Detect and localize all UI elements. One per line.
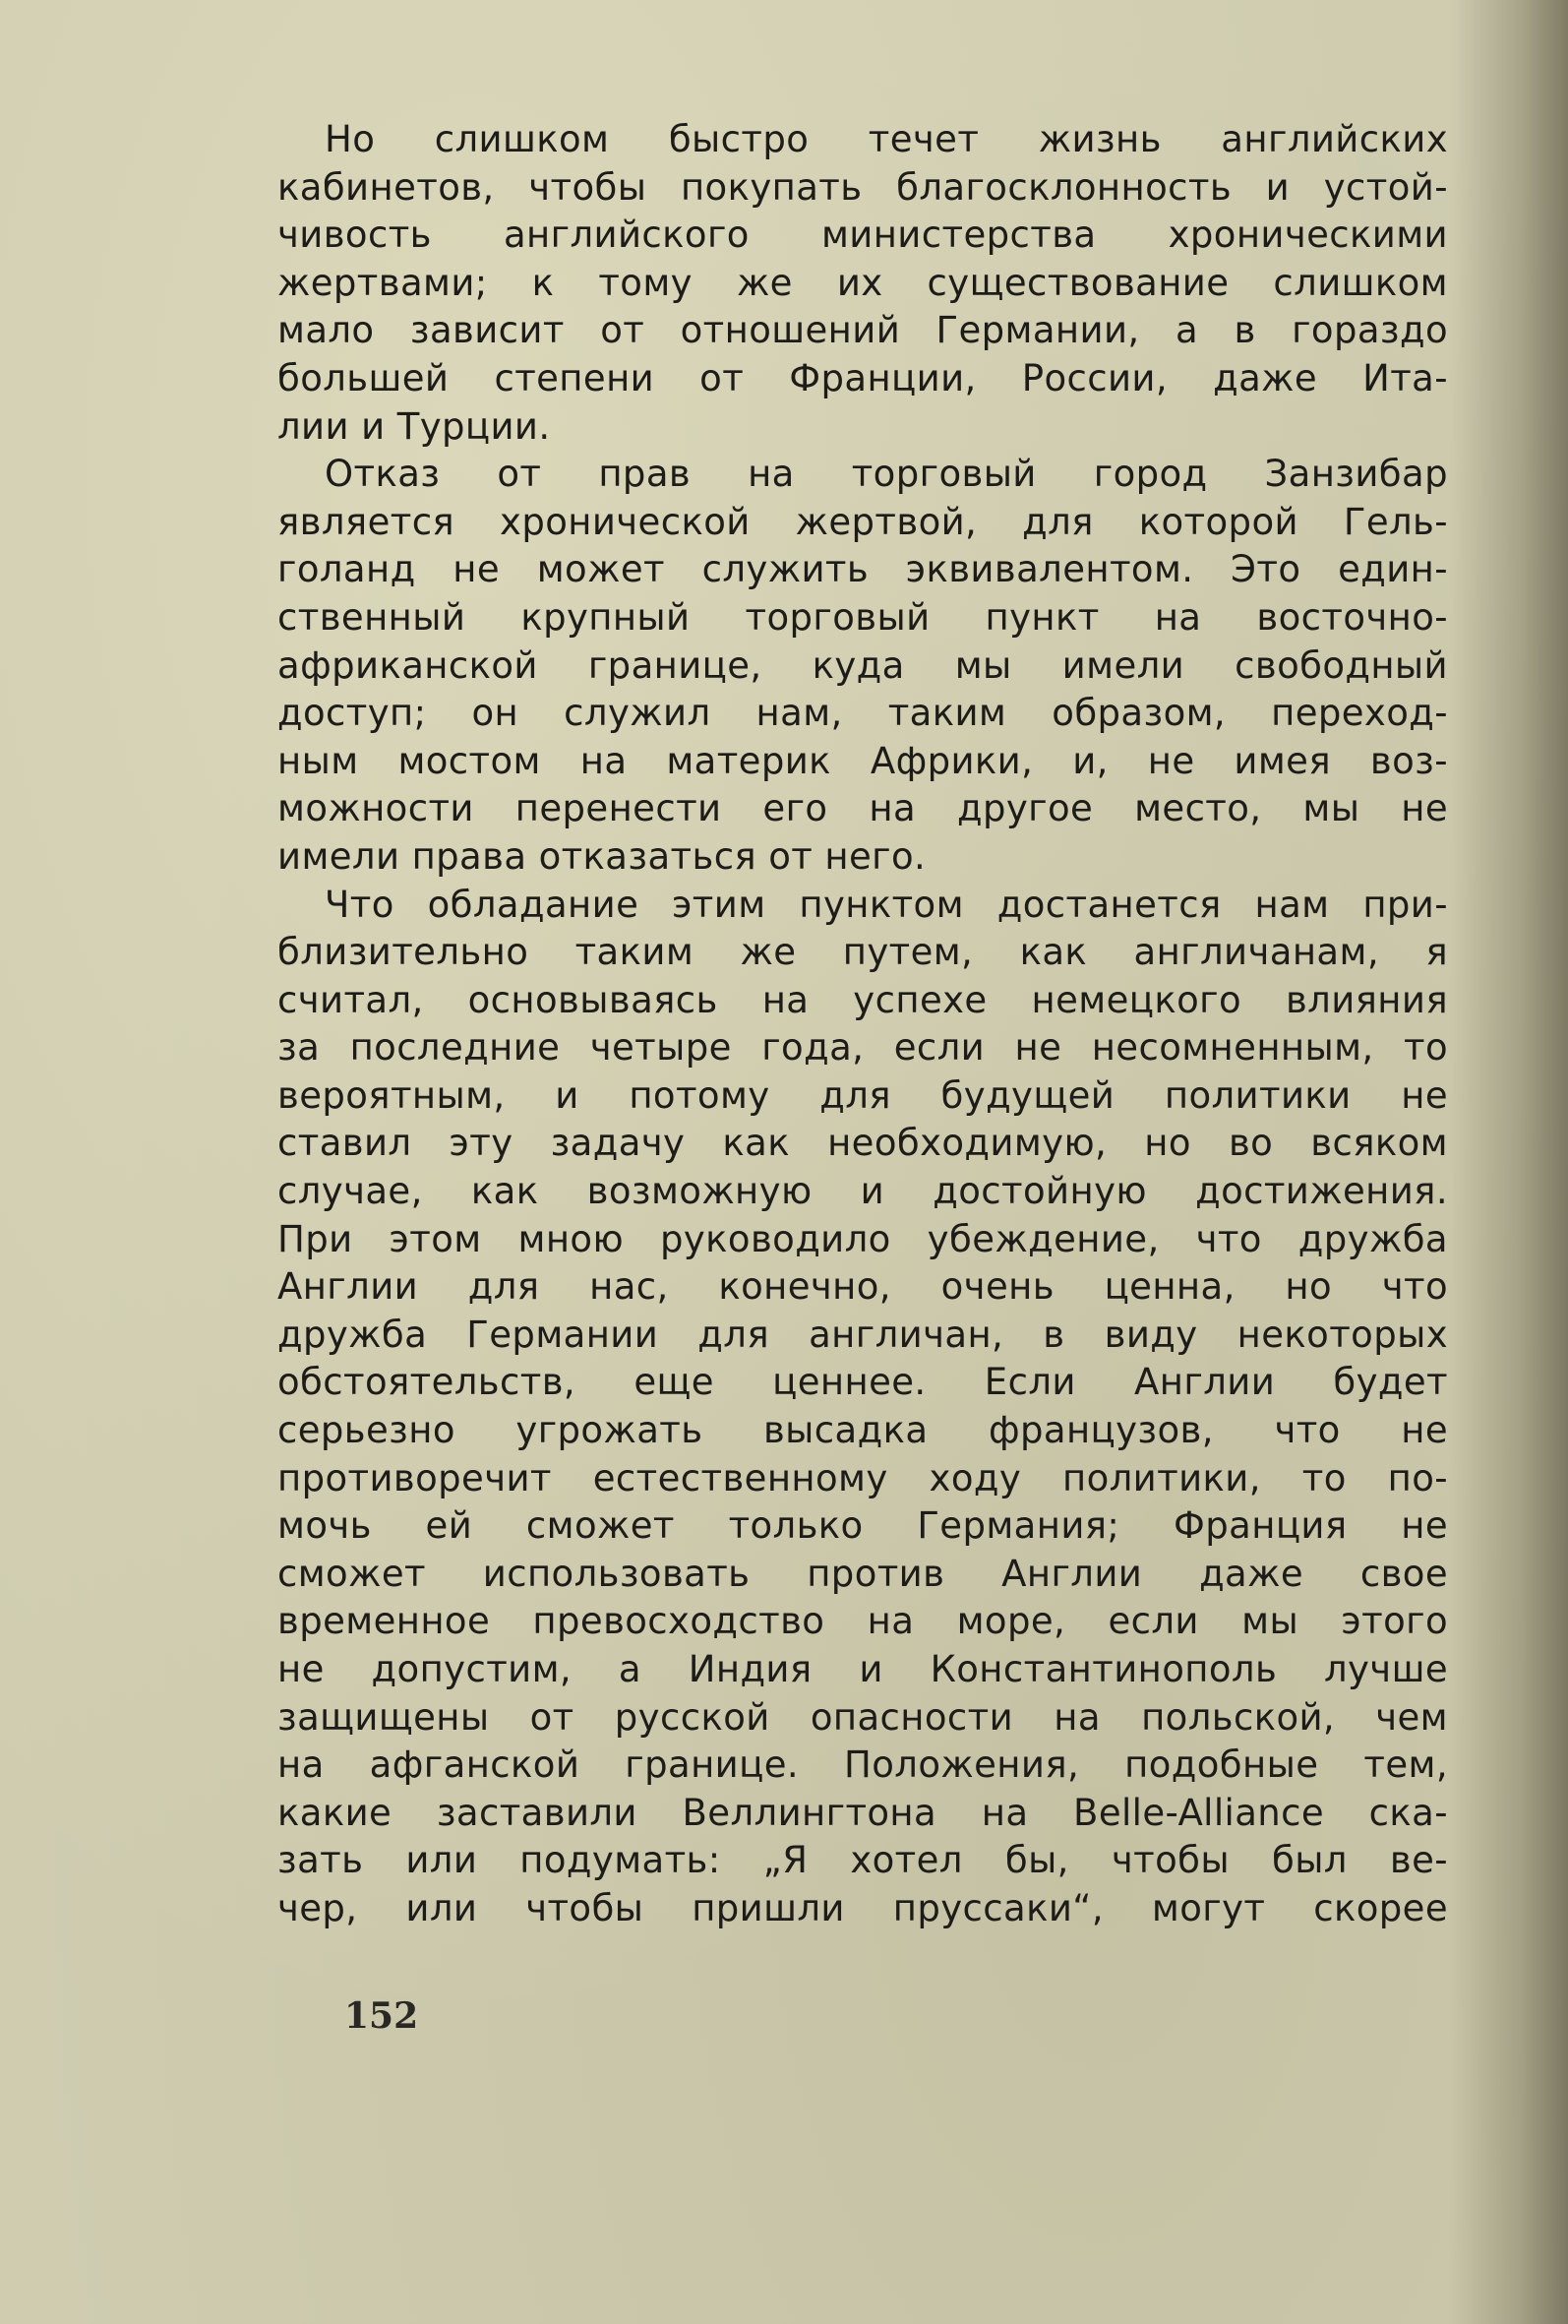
text-line: большей степени от Франции, России, даже Ита-	[277, 356, 1448, 399]
text-line: является хронической жертвой, для которой Гель-	[277, 500, 1448, 543]
spine-shadow	[1450, 0, 1568, 2324]
text-line: считал, основываясь на успехе немецкого влияния	[277, 978, 1448, 1021]
text-line: мало зависит от отношений Германии, а в гораздо	[277, 309, 1448, 352]
text-line: за последние четыре года, если не несомненным, то	[277, 1026, 1448, 1070]
text-line: доступ; он служил нам, таким образом, переход-	[277, 692, 1448, 735]
text-line: какие заставили Веллингтона на Belle-Alliance ска-	[277, 1791, 1448, 1834]
text-line: чивость английского министерства хроническими	[277, 214, 1448, 257]
text-line: имели права отказаться от него.	[277, 834, 927, 878]
text-line: голанд не может служить эквивалентом. Это един-	[277, 548, 1448, 591]
text-line: жертвами; к тому же их существование слишком	[277, 261, 1448, 304]
text-line: африканской границе, куда мы имели свободный	[277, 643, 1448, 687]
text-line: защищены от русской опасности на польской, чем	[277, 1695, 1448, 1739]
body-text	[277, 116, 1448, 1933]
text-line: чер, или чтобы пришли пруссаки“, могут скорее	[277, 1886, 1448, 1929]
paragraph-2	[277, 451, 1448, 881]
text-line: можности перенести его на другое место, мы не	[277, 787, 1448, 830]
text-line: Но слишком быстро течет жизнь английских	[325, 118, 1448, 160]
text-line: серьезно угрожать высадка французов, что не	[277, 1409, 1448, 1452]
text-line: ственный крупный торговый пункт на восточно-	[277, 595, 1448, 639]
text-line: При этом мною руководило убеждение, что дружба	[277, 1217, 1448, 1260]
text-line: не допустим, а Индия и Константинополь лучше	[277, 1648, 1448, 1690]
paragraph-3	[277, 882, 1448, 1933]
text-line: ставил эту задачу как необходимую, но во всяком	[277, 1122, 1448, 1165]
text-line: лии и Турции.	[277, 404, 551, 448]
text-line: на афганской границе. Положения, подобные тем,	[277, 1743, 1448, 1787]
text-line: дружба Германии для англичан, в виду некоторых	[277, 1313, 1448, 1356]
text-line: ным мостом на материк Африки, и, не имея воз-	[277, 739, 1448, 782]
paragraph-1	[277, 116, 1448, 451]
text-line: временное превосходство на море, если мы этого	[277, 1600, 1448, 1643]
text-line: зать или подумать: „Я хотел бы, чтобы был ве-	[277, 1839, 1448, 1882]
page-number: 152	[344, 1995, 419, 2037]
text-line: Отказ от прав на торговый город Занзибар	[325, 453, 1448, 496]
text-line: противоречит естественному ходу политики, то по-	[277, 1456, 1448, 1499]
text-line: случае, как возможную и достойную достижения.	[277, 1170, 1448, 1213]
text-line: сможет использовать против Англии даже свое	[277, 1552, 1448, 1595]
text-line: мочь ей сможет только Германия; Франция не	[277, 1504, 1448, 1548]
text-line: Что обладание этим пунктом достанется нам при-	[325, 883, 1448, 926]
text-line: кабинетов, чтобы покупать благосклонность и устой-	[277, 165, 1448, 209]
text-line: Англии для нас, конечно, очень ценна, но что	[277, 1265, 1448, 1309]
text-line: вероятным, и потому для будущей политики не	[277, 1073, 1448, 1117]
text-line: обстоятельств, еще ценнее. Если Англии будет	[277, 1361, 1448, 1404]
text-line: близительно таким же путем, как англичанам, я	[277, 931, 1448, 974]
